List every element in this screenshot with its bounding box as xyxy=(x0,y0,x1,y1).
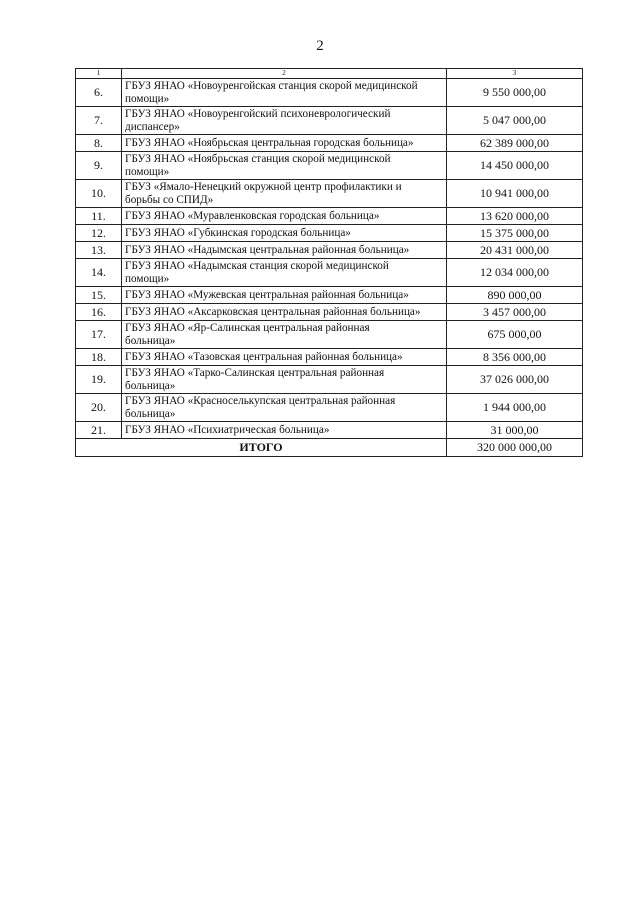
institution-name-line: ГБУЗ ЯНАО «Яр-Салинская центральная районная xyxy=(125,321,370,334)
institution-name xyxy=(122,394,447,422)
institution-name xyxy=(122,321,447,349)
amount-cell: 12 034 000,00 xyxy=(447,259,583,287)
institution-name-line: ГБУЗ ЯНАО «Новоуренгойская станция скорой медицинской xyxy=(125,79,418,92)
table-row xyxy=(76,135,583,152)
institution-name xyxy=(122,366,447,394)
institution-name-line: больница» xyxy=(125,407,176,420)
amount-cell: 10 941 000,00 xyxy=(447,180,583,208)
institution-name xyxy=(122,152,447,180)
institution-name xyxy=(122,422,447,439)
row-number: 6. xyxy=(76,79,122,107)
amount-cell: 1 944 000,00 xyxy=(447,394,583,422)
amount-cell: 8 356 000,00 xyxy=(447,349,583,366)
table-header-row xyxy=(76,69,583,79)
amount-cell: 13 620 000,00 xyxy=(447,208,583,225)
row-number: 17. xyxy=(76,321,122,349)
row-number: 18. xyxy=(76,349,122,366)
institution-name-line: ГБУЗ ЯНАО «Надымская станция скорой медицинской xyxy=(125,259,389,272)
table-row xyxy=(76,225,583,242)
institution-name-line: ГБУЗ ЯНАО «Психиатрическая больница» xyxy=(125,423,330,436)
total-amount: 320 000 000,00 xyxy=(447,439,583,457)
institution-name-line: ГБУЗ ЯНАО «Тазовская центральная районная больница» xyxy=(125,350,403,363)
table-row xyxy=(76,366,583,394)
table-row xyxy=(76,321,583,349)
row-number: 14. xyxy=(76,259,122,287)
amount-cell: 20 431 000,00 xyxy=(447,242,583,259)
institution-name xyxy=(122,135,447,152)
amount-cell: 62 389 000,00 xyxy=(447,135,583,152)
institution-name-line: ГБУЗ ЯНАО «Мужевская центральная районная больница» xyxy=(125,288,409,301)
row-number: 16. xyxy=(76,304,122,321)
institution-name xyxy=(122,287,447,304)
institution-name xyxy=(122,79,447,107)
amount-cell: 31 000,00 xyxy=(447,422,583,439)
total-label: ИТОГО xyxy=(76,439,447,457)
table-row xyxy=(76,394,583,422)
institution-name-line: ГБУЗ ЯНАО «Красноселькупская центральная районная xyxy=(125,394,396,407)
institution-name xyxy=(122,107,447,135)
page-number: 2 xyxy=(316,38,324,54)
table-row xyxy=(76,304,583,321)
allocation-table xyxy=(75,68,583,457)
institution-name-line: помощи» xyxy=(125,272,170,285)
header-col-2: 2 xyxy=(122,69,447,79)
amount-cell: 37 026 000,00 xyxy=(447,366,583,394)
amount-cell: 675 000,00 xyxy=(447,321,583,349)
institution-name xyxy=(122,180,447,208)
table-row xyxy=(76,152,583,180)
table-row xyxy=(76,107,583,135)
institution-name-line: ГБУЗ ЯНАО «Тарко-Салинская центральная районная xyxy=(125,366,385,379)
row-number: 7. xyxy=(76,107,122,135)
institution-name xyxy=(122,349,447,366)
institution-name-line: ГБУЗ ЯНАО «Надымская центральная районная больница» xyxy=(125,243,410,256)
row-number: 12. xyxy=(76,225,122,242)
row-number: 13. xyxy=(76,242,122,259)
row-number: 19. xyxy=(76,366,122,394)
institution-name-line: ГБУЗ «Ямало-Ненецкий окружной центр профилактики и xyxy=(125,180,402,193)
row-number: 9. xyxy=(76,152,122,180)
institution-name-line: ГБУЗ ЯНАО «Аксарковская центральная районная больница» xyxy=(125,305,421,318)
institution-name xyxy=(122,208,447,225)
header-col-3: 3 xyxy=(447,69,583,79)
institution-name xyxy=(122,225,447,242)
amount-cell: 3 457 000,00 xyxy=(447,304,583,321)
institution-name-line: ГБУЗ ЯНАО «Новоуренгойский психоневрологический xyxy=(125,107,391,120)
table-row xyxy=(76,242,583,259)
header-col-1: 1 xyxy=(76,69,122,79)
institution-name-line: ГБУЗ ЯНАО «Губкинская городская больница» xyxy=(125,226,351,239)
table-row xyxy=(76,180,583,208)
table-row xyxy=(76,349,583,366)
amount-cell: 9 550 000,00 xyxy=(447,79,583,107)
row-number: 11. xyxy=(76,208,122,225)
institution-name-line: помощи» xyxy=(125,165,170,178)
row-number: 8. xyxy=(76,135,122,152)
table-row xyxy=(76,422,583,439)
row-number: 10. xyxy=(76,180,122,208)
table-row xyxy=(76,208,583,225)
amount-cell: 5 047 000,00 xyxy=(447,107,583,135)
row-number: 20. xyxy=(76,394,122,422)
table-row xyxy=(76,287,583,304)
row-number: 15. xyxy=(76,287,122,304)
institution-name-line: ГБУЗ ЯНАО «Ноябрьская станция скорой медицинской xyxy=(125,152,391,165)
institution-name-line: больница» xyxy=(125,379,176,392)
table-row xyxy=(76,259,583,287)
institution-name xyxy=(122,259,447,287)
institution-name xyxy=(122,242,447,259)
institution-name-line: помощи» xyxy=(125,92,170,105)
row-number: 21. xyxy=(76,422,122,439)
institution-name-line: диспансер» xyxy=(125,120,180,133)
amount-cell: 890 000,00 xyxy=(447,287,583,304)
institution-name xyxy=(122,304,447,321)
amount-cell: 14 450 000,00 xyxy=(447,152,583,180)
total-row xyxy=(76,439,583,457)
institution-name-line: больница» xyxy=(125,334,176,347)
institution-name-line: борьбы со СПИД» xyxy=(125,193,214,206)
table-row xyxy=(76,79,583,107)
amount-cell: 15 375 000,00 xyxy=(447,225,583,242)
institution-name-line: ГБУЗ ЯНАО «Муравленковская городская больница» xyxy=(125,209,380,222)
institution-name-line: ГБУЗ ЯНАО «Ноябрьская центральная городская больница» xyxy=(125,136,414,149)
